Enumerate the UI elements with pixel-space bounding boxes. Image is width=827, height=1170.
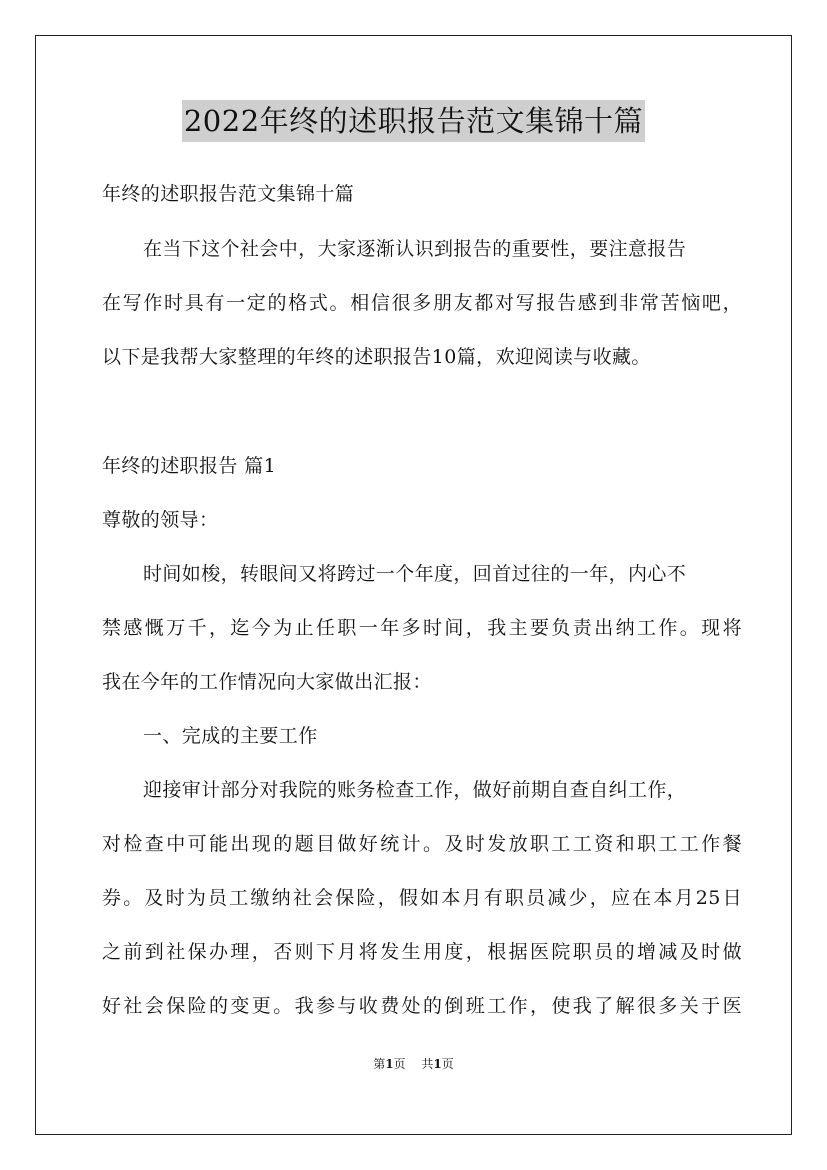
document-subtitle: 年终的述职报告范文集锦十篇 — [102, 183, 355, 205]
para2-line-4: 之前到社保办理，否则下月将发生用度，根据医院职员的增减及时做 — [102, 941, 742, 963]
para2-line-2: 对检查中可能出现的题目做好统计。及时发放职工工资和职工工作餐 — [102, 833, 742, 855]
footer-page-suffix: 页 — [393, 1057, 406, 1071]
footer-page-number: 1 — [385, 1057, 394, 1071]
salutation: 尊敬的领导： — [102, 509, 219, 531]
footer-total-prefix: 共 — [421, 1057, 434, 1071]
para2-line-1: 迎接审计部分对我院的账务检查工作，做好前期自查自纠工作， — [143, 779, 687, 801]
page-footer — [0, 1056, 827, 1072]
title-container — [0, 100, 827, 142]
footer-total-suffix: 页 — [441, 1057, 454, 1071]
intro-line-3: 以下是我帮大家整理的年终的述职报告10篇，欢迎阅读与收藏。 — [102, 346, 651, 368]
section-heading: 年终的述职报告 篇1 — [102, 455, 277, 477]
footer-total-number: 1 — [433, 1057, 442, 1071]
footer-page-prefix: 第 — [373, 1057, 386, 1071]
document-title: 2022年终的述职报告范文集锦十篇 — [182, 100, 645, 142]
intro-line-1: 在当下这个社会中，大家逐渐认识到报告的重要性，要注意报告 — [143, 238, 687, 260]
para1-line-3: 我在今年的工作情况向大家做出汇报： — [102, 671, 432, 693]
para2-line-3: 券。及时为员工缴纳社会保险，假如本月有职员减少，应在本月25日 — [102, 887, 742, 909]
para1-line-2: 禁感慨万千，迄今为止任职一年多时间，我主要负责出纳工作。现将 — [102, 617, 742, 639]
subheading: 一、完成的主要工作 — [143, 725, 318, 747]
intro-line-2: 在写作时具有一定的格式。相信很多朋友都对写报告感到非常苦恼吧， — [102, 292, 742, 314]
para2-line-5: 好社会保险的变更。我参与收费处的倒班工作，使我了解很多关于医 — [102, 995, 742, 1017]
para1-line-1: 时间如梭，转眼间又将跨过一个年度，回首过往的一年，内心不 — [143, 563, 687, 585]
